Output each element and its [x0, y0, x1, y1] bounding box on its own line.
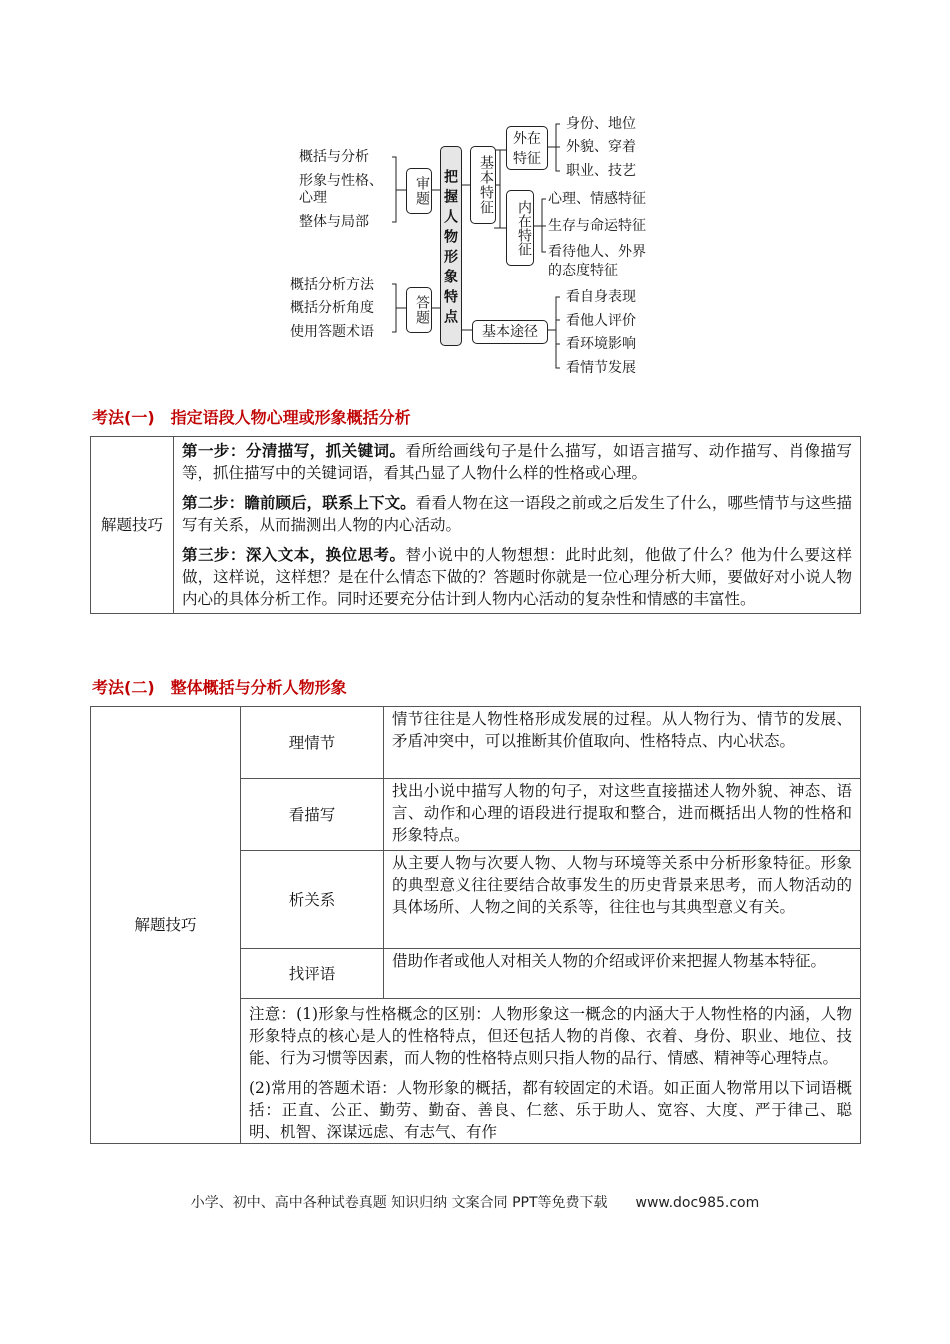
step-text: 看看人物在这一语段之前或之后发生了什么，哪些情节与这些描写有关系，从而揣测出人物的内心活动。	[182, 494, 852, 534]
page-footer	[0, 1192, 950, 1212]
footer-text: 小学、初中、高中各种试卷真题 知识归纳 文案合同 PPT等免费下载	[190, 1195, 608, 1211]
note-terms: (2)常用的答题术语：人物形象的概括，都有较固定的术语。如正面人物常用以下词语概括：正直、公正、勤劳、勤奋、善良、仁慈、乐于助人、宽容、大度、严于律己、聪明、机智、深谋远虑、有志气、有作	[249, 1079, 852, 1141]
method1-heading-label: 考法(一)	[92, 408, 155, 427]
review-box: 审题	[406, 168, 432, 214]
external-item: 身份、地位	[566, 116, 636, 132]
method1-step	[182, 440, 852, 484]
answer-item: 概括分析角度	[290, 300, 374, 316]
answer-item: 概括分析方法	[290, 277, 374, 293]
external-item: 职业、技艺	[566, 163, 636, 179]
path-item: 看环境影响	[566, 336, 636, 352]
method2-row-text: 从主要人物与次要人物、人物与环境等关系中分析形象特征。形象的典型意义往往要结合故事发生的历史背景来思考，而人物活动的具体场所、人物之间的关系等，往往也与其典型意义有关。	[384, 851, 861, 949]
review-item: 形象与性格、	[299, 173, 383, 189]
internal-item: 心理、情感特征	[548, 191, 646, 207]
method2-heading	[92, 675, 363, 698]
method1-table	[90, 436, 861, 614]
internal-item: 看待他人、外界	[548, 244, 646, 260]
method2-heading-label: 考法(二)	[92, 678, 155, 697]
answer-item: 使用答题术语	[290, 324, 374, 340]
method2-row-text: 情节往往是人物性格形成发展的过程。从人物行为、情节的发展、矛盾冲突中，可以推断其价值取向、性格特点、内心状态。	[384, 707, 861, 779]
method2-row-name: 看描写	[241, 779, 384, 851]
review-item: 概括与分析	[299, 149, 369, 165]
review-item: 整体与局部	[299, 214, 369, 230]
method2-row-name: 找评语	[241, 949, 384, 999]
center-topic: 把握人物形象特点	[440, 146, 462, 346]
path-item: 看他人评价	[566, 313, 636, 329]
method1-heading	[92, 405, 427, 428]
step-title: 第三步：深入文本，换位思考。	[182, 546, 406, 564]
method2-notes	[241, 999, 861, 1144]
footer-url[interactable]: www.doc985.com	[635, 1195, 760, 1211]
step-text: 替小说中的人物想想：此时此刻，他做了什么？他为什么要这样做，这样说，这样想？是在什么情态下做的？答题时你就是一位心理分析大师，要做好对小说人物内心的具体分析工作。同时还要充分估计到人物内心活动的复杂性和情感的丰富性。	[182, 546, 852, 608]
review-item: 心理	[299, 190, 327, 206]
method2-table	[90, 706, 861, 1144]
step-title: 第一步：分清描写，抓关键词。	[182, 442, 406, 460]
method2-row-text: 找出小说中描写人物的句子，对这些直接描述人物外貌、神态、语言、动作和心理的语段进行提取和整合，进而概括出人物的性格和形象特点。	[384, 779, 861, 851]
method1-step	[182, 492, 852, 536]
method2-row-name: 析关系	[241, 851, 384, 949]
internal-features-box: 内在特征	[506, 190, 534, 266]
step-text: 看所给画线句子是什么描写，如语言描写、动作描写、肖像描写等，抓住描写中的关键词语，看其凸显了人物什么样的性格或心理。	[182, 442, 852, 482]
method1-step	[182, 544, 852, 610]
method2-row-text: 借助作者或他人对相关人物的介绍或评价来把握人物基本特征。	[384, 949, 861, 999]
external-item: 外貌、穿着	[566, 139, 636, 155]
path-item: 看情节发展	[566, 360, 636, 376]
method2-heading-title: 整体概括与分析人物形象	[170, 678, 347, 697]
answer-box: 答题	[406, 287, 432, 333]
internal-item: 的态度特征	[548, 263, 618, 279]
method2-row-name: 理情节	[241, 707, 384, 779]
step-title: 第二步：瞻前顾后，联系上下文。	[182, 494, 416, 512]
path-item: 看自身表现	[566, 289, 636, 305]
method1-heading-title: 指定语段人物心理或形象概括分析	[170, 408, 411, 427]
method1-content	[174, 437, 861, 614]
internal-item: 生存与命运特征	[548, 218, 646, 234]
external-features-box: 外在特征	[506, 126, 548, 170]
basic-path-box: 基本途径	[472, 320, 548, 344]
method2-row-label: 解题技巧	[91, 707, 241, 1144]
note-definition: 注意：(1)形象与性格概念的区别：人物形象这一概念的内涵大于人物性格的内涵，人物形象特点的核心是人的性格特点，但还包括人物的肖像、衣着、身份、职业、地位、技能、行为习惯等因素，而人物的性格特点则只指人物的品行、情感、精神等心理特点。	[249, 1005, 852, 1067]
basic-features-box: 基本特征	[470, 146, 496, 224]
method1-row-label: 解题技巧	[91, 437, 174, 614]
